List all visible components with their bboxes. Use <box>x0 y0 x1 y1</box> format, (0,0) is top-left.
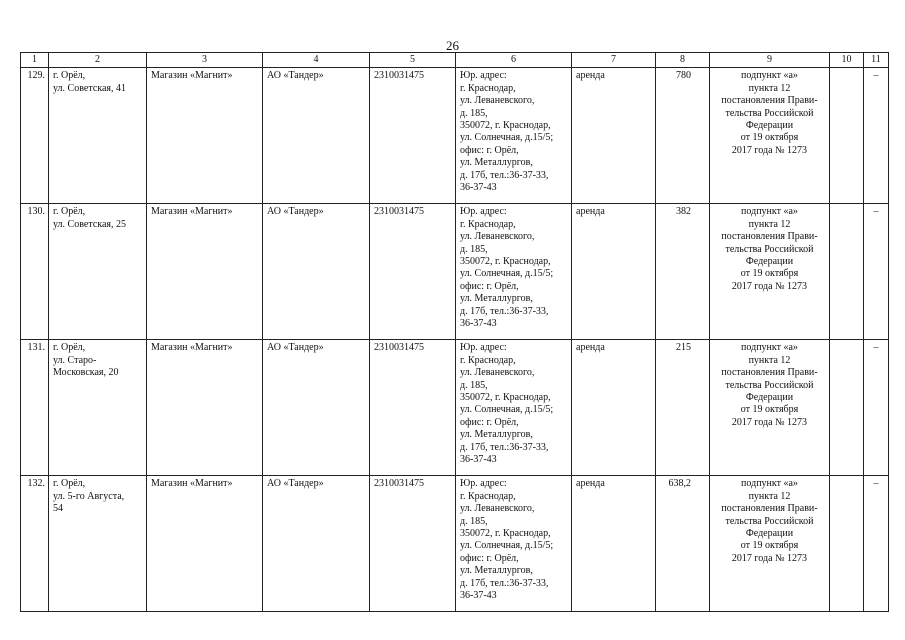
table-row <box>21 68 889 204</box>
text-line: ул. 5-го Августа, <box>53 490 125 502</box>
text-line: постановления Прави- <box>721 231 818 243</box>
text-line: 36-37-43 <box>460 182 497 194</box>
text-line: д. 185, <box>460 379 488 391</box>
text-line: подпункт «а» <box>741 478 798 490</box>
text-line: подпункт «а» <box>741 342 798 354</box>
object-cell: Магазин «Магнит» <box>147 68 263 204</box>
text-line: тельства Российской <box>725 515 814 527</box>
text-line: ул. Леваневского, <box>460 231 535 243</box>
col11-cell: – <box>864 204 889 340</box>
address-cell <box>49 204 147 340</box>
column-header: 4 <box>263 53 370 68</box>
column-header: 8 <box>656 53 710 68</box>
text-line: офис: г. Орёл, <box>460 416 519 428</box>
text-line: офис: г. Орёл, <box>460 280 519 292</box>
text-line: ул. Леваневского, <box>460 503 535 515</box>
area-cell: 382 <box>656 204 710 340</box>
text-line: пункта 12 <box>748 218 791 230</box>
address-cell <box>49 68 147 204</box>
address-cell <box>49 340 147 476</box>
text-line: 2017 года № 1273 <box>731 552 808 564</box>
text-line: Юр. адрес: <box>460 70 507 82</box>
text-line: 2017 года № 1273 <box>731 144 808 156</box>
text-line: 350072, г. Краснодар, <box>460 120 551 132</box>
column-number-header-row <box>21 53 889 68</box>
page-number: 26 <box>446 38 459 53</box>
text-line: ул. Солнечная, д.15/5; <box>460 404 554 416</box>
text-line: ул. Солнечная, д.15/5; <box>460 540 554 552</box>
col10-cell <box>830 68 864 204</box>
text-line: г. Орёл, <box>53 478 86 490</box>
text-line: д. 17б, тел.:36-37-33, <box>460 305 549 317</box>
text-line: постановления Прави- <box>721 503 818 515</box>
text-line: офис: г. Орёл, <box>460 552 519 564</box>
text-line: ул. Металлургов, <box>460 429 533 441</box>
row-number: 131. <box>21 340 49 476</box>
text-line: пункта 12 <box>748 354 791 366</box>
text-line: д. 17б, тел.:36-37-33, <box>460 577 549 589</box>
register-table <box>20 52 889 612</box>
column-header: 5 <box>370 53 456 68</box>
col10-cell <box>830 476 864 612</box>
text-line: д. 185, <box>460 107 488 119</box>
text-line: Юр. адрес: <box>460 342 507 354</box>
text-line: 2017 года № 1273 <box>731 416 808 428</box>
address-cell <box>49 476 147 612</box>
right-cell: аренда <box>572 204 656 340</box>
area-cell: 638,2 <box>656 476 710 612</box>
owner-cell: АО «Тандер» <box>263 476 370 612</box>
text-line: г. Орёл, <box>53 206 86 218</box>
text-line: ул. Советская, 25 <box>53 218 126 230</box>
text-line: Федерации <box>745 120 794 132</box>
text-line: г. Краснодар, <box>460 490 516 502</box>
text-line: 2017 года № 1273 <box>731 280 808 292</box>
owner-cell: АО «Тандер» <box>263 204 370 340</box>
row-number: 130. <box>21 204 49 340</box>
text-line: пункта 12 <box>748 82 791 94</box>
column-header: 11 <box>864 53 889 68</box>
text-line: тельства Российской <box>725 379 814 391</box>
area-cell: 215 <box>656 340 710 476</box>
text-line: офис: г. Орёл, <box>460 144 519 156</box>
text-line: Юр. адрес: <box>460 478 507 490</box>
text-line: 350072, г. Краснодар, <box>460 392 551 404</box>
text-line: от 19 октября <box>740 132 799 144</box>
inn-cell: 2310031475 <box>370 476 456 612</box>
text-line: постановления Прави- <box>721 367 818 379</box>
text-line: ул. Солнечная, д.15/5; <box>460 132 554 144</box>
contacts-cell <box>456 204 572 340</box>
contacts-cell <box>456 68 572 204</box>
text-line: подпункт «а» <box>741 206 798 218</box>
owner-cell: АО «Тандер» <box>263 340 370 476</box>
column-header: 10 <box>830 53 864 68</box>
col10-cell <box>830 340 864 476</box>
text-line: ул. Металлургов, <box>460 565 533 577</box>
object-cell: Магазин «Магнит» <box>147 340 263 476</box>
table-row <box>21 476 889 612</box>
basis-cell <box>710 68 830 204</box>
text-line: постановления Прави- <box>721 95 818 107</box>
text-line: д. 185, <box>460 515 488 527</box>
col11-cell: – <box>864 476 889 612</box>
right-cell: аренда <box>572 340 656 476</box>
text-line: ул. Солнечная, д.15/5; <box>460 268 554 280</box>
text-line: тельства Российской <box>725 107 814 119</box>
text-line: г. Орёл, <box>53 342 86 354</box>
owner-cell: АО «Тандер» <box>263 68 370 204</box>
right-cell: аренда <box>572 68 656 204</box>
text-line: от 19 октября <box>740 404 799 416</box>
text-line: тельства Российской <box>725 243 814 255</box>
text-line: ул. Металлургов, <box>460 157 533 169</box>
text-line: пункта 12 <box>748 490 791 502</box>
text-line: 350072, г. Краснодар, <box>460 256 551 268</box>
text-line: д. 185, <box>460 243 488 255</box>
text-line: ул. Леваневского, <box>460 367 535 379</box>
object-cell: Магазин «Магнит» <box>147 204 263 340</box>
inn-cell: 2310031475 <box>370 340 456 476</box>
text-line: д. 17б, тел.:36-37-33, <box>460 169 549 181</box>
text-line: ул. Советская, 41 <box>53 82 126 94</box>
col10-cell <box>830 204 864 340</box>
text-line: подпункт «а» <box>741 70 798 82</box>
row-number: 132. <box>21 476 49 612</box>
text-line: д. 17б, тел.:36-37-33, <box>460 441 549 453</box>
text-line: Федерации <box>745 392 794 404</box>
contacts-cell <box>456 476 572 612</box>
area-cell: 780 <box>656 68 710 204</box>
text-line: 36-37-43 <box>460 590 497 602</box>
row-number: 129. <box>21 68 49 204</box>
text-line: 54 <box>53 503 63 515</box>
text-line: 350072, г. Краснодар, <box>460 528 551 540</box>
column-header: 2 <box>49 53 147 68</box>
text-line: 36-37-43 <box>460 318 497 330</box>
text-line: ул. Старо- <box>53 354 97 366</box>
text-line: г. Краснодар, <box>460 218 516 230</box>
text-line: ул. Леваневского, <box>460 95 535 107</box>
inn-cell: 2310031475 <box>370 204 456 340</box>
text-line: от 19 октября <box>740 268 799 280</box>
basis-cell <box>710 204 830 340</box>
column-header: 6 <box>456 53 572 68</box>
text-line: 36-37-43 <box>460 454 497 466</box>
column-header: 1 <box>21 53 49 68</box>
table-row <box>21 340 889 476</box>
right-cell: аренда <box>572 476 656 612</box>
object-cell: Магазин «Магнит» <box>147 476 263 612</box>
basis-cell <box>710 340 830 476</box>
column-header: 9 <box>710 53 830 68</box>
inn-cell: 2310031475 <box>370 68 456 204</box>
text-line: Юр. адрес: <box>460 206 507 218</box>
text-line: г. Орёл, <box>53 70 86 82</box>
col11-cell: – <box>864 68 889 204</box>
contacts-cell <box>456 340 572 476</box>
text-line: Федерации <box>745 256 794 268</box>
text-line: от 19 октября <box>740 540 799 552</box>
text-line: ул. Металлургов, <box>460 293 533 305</box>
table-row <box>21 204 889 340</box>
text-line: Федерации <box>745 528 794 540</box>
text-line: г. Краснодар, <box>460 354 516 366</box>
text-line: г. Краснодар, <box>460 82 516 94</box>
basis-cell <box>710 476 830 612</box>
column-header: 3 <box>147 53 263 68</box>
column-header: 7 <box>572 53 656 68</box>
col11-cell: – <box>864 340 889 476</box>
text-line: Московская, 20 <box>53 367 119 379</box>
